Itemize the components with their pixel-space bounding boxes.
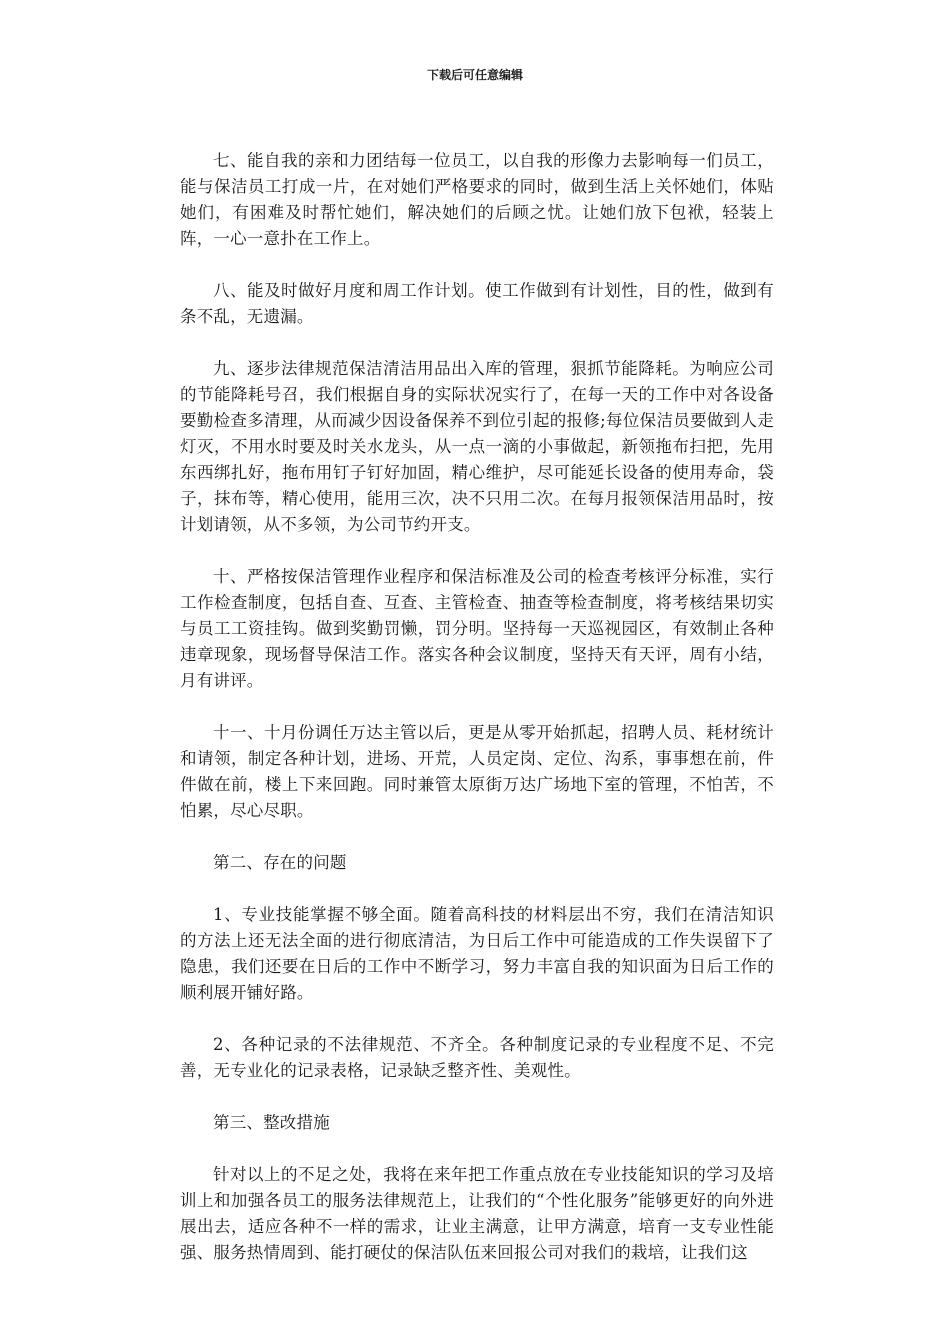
section-heading-measures: 第三、整改措施 bbox=[213, 1113, 330, 1132]
paragraph-item-7: 七、能自我的亲和力团结每一位员工，以自我的形像力去影响每一们员工，能与保洁员工打成一片，在对她们严格要求的同时，做到生活上关怀她们，体贴她们，有困难及时帮忙她们，解决她们的后顾之忧。让她们放下包袱，轻装上阵，一心一意扑在工作上。 bbox=[180, 151, 774, 248]
section-heading-problems: 第二、存在的问题 bbox=[213, 853, 347, 872]
document-body bbox=[180, 148, 774, 1292]
paragraph-item-9: 九、逐步法律规范保洁清洁用品出入库的管理，狠抓节能降耗。为响应公司的节能降耗号召，我们根据自身的实际状况实行了，在每一天的工作中对各设备要勤检查多清理，从而减少因设备保养不到位引起的报修;每位保洁员要做到人走灯灭，不用水时要及时关水龙头，从一点一滴的小事做起，新领拖布扫把，先用东西绑扎好，拖布用钉子钉好加固，精心维护，尽可能延长设备的使用寿命，袋子，抹布等，精心使用，能用三次，决不只用二次。在每月报领保洁用品时，按计划请领，从不多领，为公司节约开支。 bbox=[180, 359, 774, 534]
paragraph-item-10: 十、严格按保洁管理作业程序和保洁标准及公司的检查考核评分标准，实行工作检查制度，包括自查、互查、主管检查、抽查等检查制度，将考核结果切实与员工工资挂钩。做到奖勤罚懒，罚分明。坚持每一天巡视园区，有效制止各种违章现象，现场督导保洁工作。落实各种会议制度，坚持天有天评，周有小结，月有讲评。 bbox=[180, 567, 774, 690]
page-header: 下载后可任意编辑 bbox=[426, 68, 523, 82]
paragraph-measures: 针对以上的不足之处，我将在来年把工作重点放在专业技能知识的学习及培训上和加强各员工的服务法律规范上，让我们的“个性化服务”能够更好的向外进展出去，适应各种不一样的需求，让业主满意，让甲方满意，培育一支专业性能强、服务热情周到、能打硬仗的保洁队伍来回报公司对我们的栽培，让我们这 bbox=[180, 1165, 774, 1262]
paragraph-problem-2: 2、各种记录的不法律规范、不齐全。各种制度记录的专业程度不足、不完善，无专业化的记录表格，记录缺乏整齐性、美观性。 bbox=[180, 1035, 774, 1080]
paragraph-problem-1: 1、专业技能掌握不够全面。随着高科技的材料层出不穷，我们在清洁知识的方法上还无法全面的进行彻底清洁，为日后工作中可能造成的工作失误留下了隐患，我们还要在日后的工作中不断学习，努力丰富自我的知识面为日后工作的顺利展开铺好路。 bbox=[180, 905, 774, 1002]
paragraph-item-11: 十一、十月份调任万达主管以后，更是从零开始抓起，招聘人员、耗材统计和请领，制定各种计划，进场、开荒，人员定岗、定位、沟系，事事想在前，件件做在前，楼上下来回跑。同时兼管太原街万达广场地下室的管理，不怕苦，不怕累，尽心尽职。 bbox=[180, 723, 774, 820]
paragraph-item-8: 八、能及时做好月度和周工作计划。使工作做到有计划性，目的性，做到有条不乱，无遗漏。 bbox=[180, 281, 774, 326]
